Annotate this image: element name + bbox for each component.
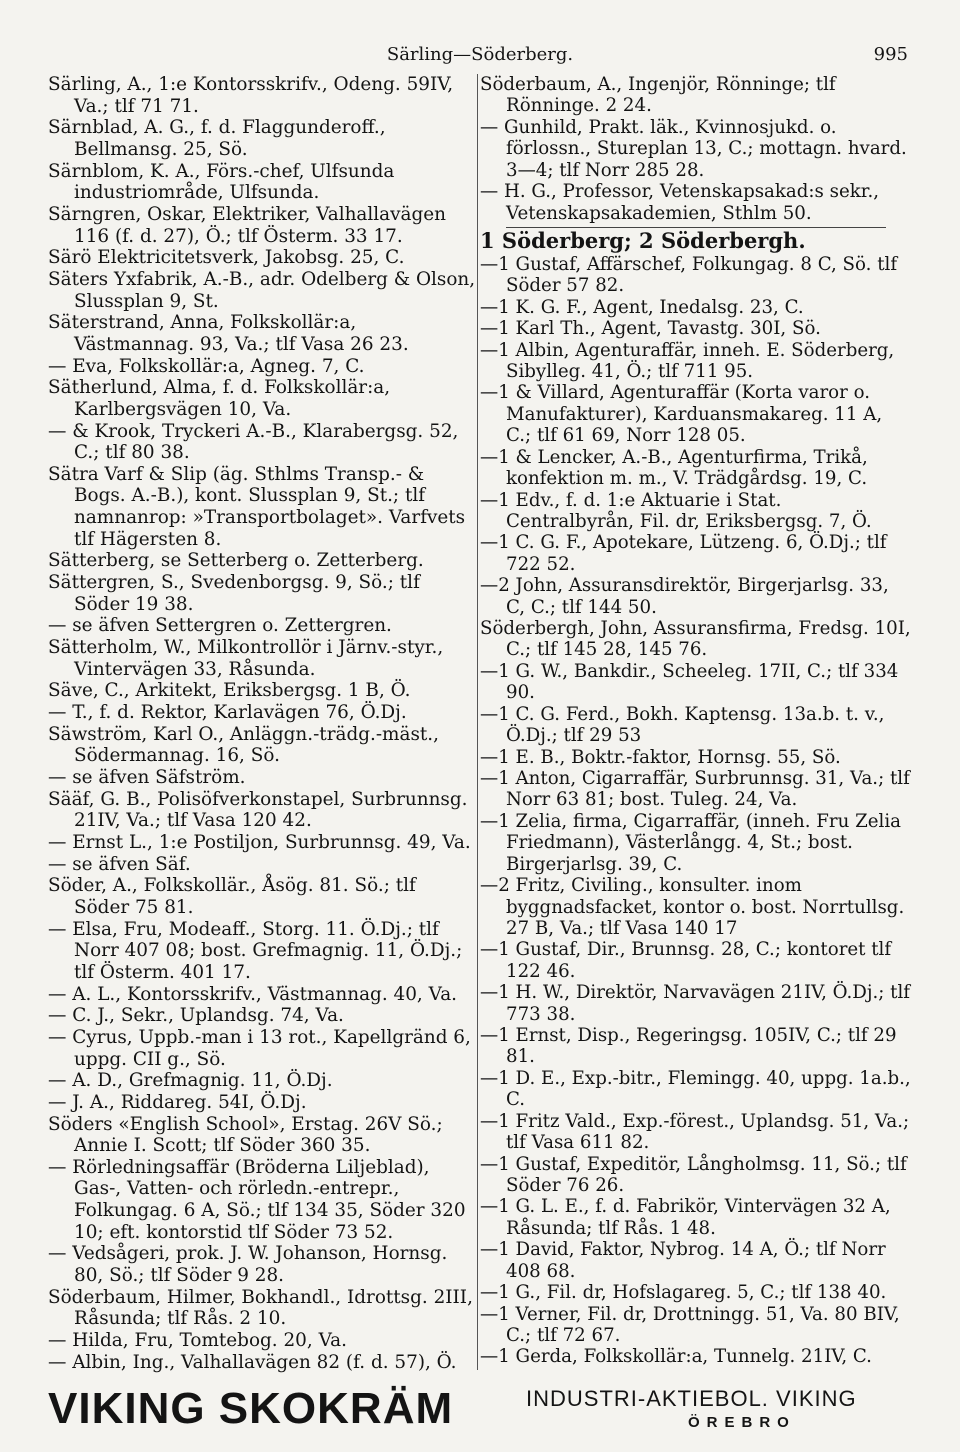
right-entries-more: [480, 661, 912, 1368]
right-column: [480, 74, 912, 1368]
advert-company: INDUSTRI-AKTIEBOL. VIKING: [526, 1386, 857, 1411]
directory-entry: Sätra Varf & Slip (äg. Sthlms Transp.- & Bogs. A.-B.), kont. Slussplan 9, St.; tlf namnanrop: »Transportbolaget». Varfvets tlf Hägersten 8.: [48, 463, 466, 550]
directory-entry: — Cyrus, Uppb.-man i 13 rot., Kapellgränd 6, uppg. CII g., Sö.: [48, 1026, 471, 1070]
directory-entry: Söderbaum, A., Ingenjör, Rönninge; tlf Rönninge. 2 24.: [480, 74, 836, 117]
directory-entry: —1 G. L. E., f. d. Fabrikör, Vintervägen 32 A, Råsunda; tlf Rås. 1 48.: [480, 1196, 891, 1239]
directory-entry: Sättergren, S., Svedenborgsg. 9, Sö.; tlf Söder 19 38.: [48, 572, 420, 615]
directory-entry: —1 Edv., f. d. 1:e Aktuarie i Stat. Centralbyrån, Fil. dr, Eriksbergsg. 7, Ö.: [480, 489, 872, 532]
directory-entry: Särling, A., 1:e Kontorsskrifv., Odeng. 59IV, Va.; tlf 71 71.: [48, 74, 454, 117]
directory-entry: — T., f. d. Rektor, Karlavägen 76, Ö.Dj.: [48, 702, 407, 724]
directory-entry: Sääf, G. B., Polisöfverkonstapel, Surbrunnsg. 21IV, Va.; tlf Vasa 120 42.: [48, 788, 468, 832]
directory-entry: Sätterholm, W., Milkontrollör i Järnv.-styr., Vintervägen 33, Råsunda.: [48, 637, 444, 680]
directory-entry: — H. G., Professor, Vetenskapsakad:s sekr., Vetenskapsakademien, Sthlm 50.: [480, 181, 880, 224]
directory-entry: Sätherlund, Alma, f. d. Folkskollär:a, Karlbergsvägen 10, Va.: [48, 377, 391, 420]
right-entries-top: [480, 74, 912, 224]
directory-entry: Säterstrand, Anna, Folkskollär:a, Västmannag. 93, Va.; tlf Vasa 26 23.: [48, 312, 409, 355]
directory-entry: — Gunhild, Prakt. läk., Kvinnosjukd. o. förlossn., Stureplan 13, C.; mottagn. hvard. 3—4; tlf Norr 285 28.: [480, 116, 907, 181]
directory-entry: —1 K. G. F., Agent, Inedalsg. 23, C.: [480, 296, 804, 318]
directory-entry: Säwström, Karl O., Anläggn.-trädg.-mäst., Södermannag. 16, Sö.: [48, 723, 439, 767]
directory-entry: — Elsa, Fru, Modeaff., Storg. 11. Ö.Dj.; tlf Norr 407 08; bost. Grefmagnig. 11, Ö.Dj.; tlf Österm. 401 17.: [48, 918, 463, 983]
advertisement: [48, 1384, 912, 1433]
directory-entry: —1 Fritz Vald., Exp.-förest., Uplandsg. 51, Va.; tlf Vasa 611 82.: [480, 1110, 910, 1154]
directory-entry: —1 Zelia, firma, Cigarraffär, (inneh. Fru Zelia Friedmann), Västerlångg. 4, St.; bost. Birgerjarlsg. 39, C.: [480, 810, 901, 875]
left-column: [48, 74, 476, 1373]
directory-entry: Särö Elektricitetsverk, Jakobsg. 25, C.: [48, 247, 405, 269]
directory-entry: Söderbaum, Hilmer, Bokhandl., Idrottsg. 2III, Råsunda; tlf Rås. 2 10.: [48, 1286, 473, 1330]
directory-entry: —1 C. G. F., Apotekare, Lützeng. 6, Ö.Dj.; tlf 722 52.: [480, 532, 887, 575]
directory-entry: — se äfven Säfström.: [48, 767, 246, 788]
directory-entry: Söders «English School», Erstag. 26V Sö.; Annie I. Scott; tlf Söder 360 35.: [48, 1113, 443, 1157]
directory-entry: —1 & Lencker, A.-B., Agenturfirma, Trikå, konfektion m. m., V. Trädgårdsg. 19, C.: [480, 446, 868, 490]
directory-entry: Söder, A., Folkskollär., Åsög. 81. Sö.; tlf Söder 75 81.: [48, 875, 416, 918]
directory-entry: —1 E. B., Boktr.-faktor, Hornsg. 55, Sö.: [480, 746, 841, 768]
directory-entry: —1 Gustaf, Affärschef, Folkungag. 8 C, Sö. tlf Söder 57 82.: [480, 253, 898, 297]
page-number: 995: [873, 44, 908, 65]
directory-entry: —1 G. W., Bankdir., Scheeleg. 17II, C.; tlf 334 90.: [480, 660, 899, 704]
directory-entry: — Ernst L., 1:e Postiljon, Surbrunnsg. 49, Va.: [48, 831, 471, 853]
directory-entry: —1 Anton, Cigarraffär, Surbrunnsg. 31, Va.; tlf Norr 63 81; bost. Tuleg. 24, Va.: [480, 767, 910, 811]
directory-entry: —1 Verner, Fil. dr, Drottningg. 51, Va. 80 BIV, C.; tlf 72 67.: [480, 1303, 900, 1346]
directory-entry: — Vedsågeri, prok. J. W. Johanson, Hornsg. 80, Sö.; tlf Söder 9 28.: [48, 1243, 448, 1287]
directory-entry: — Albin, Ing., Valhallavägen 82 (f. d. 57), Ö.: [48, 1351, 457, 1373]
right-entries-soderbergh: [480, 618, 912, 661]
directory-entry: —1 C. G. Ferd., Bokh. Kaptensg. 13a.b. t. v., Ö.Dj.; tlf 29 53: [480, 703, 885, 747]
column-divider: [477, 74, 478, 1370]
directory-entry: — se äfven Säf.: [48, 853, 191, 875]
directory-entry: —1 D. E., Exp.-bitr., Flemingg. 40, uppg. 1a.b., C.: [480, 1067, 911, 1111]
directory-entry: —1 Ernst, Disp., Regeringsg. 105IV, C.; tlf 29 81.: [480, 1025, 897, 1068]
directory-entry: —1 G., Fil. dr, Hofslagareg. 5, C.; tlf 138 40.: [480, 1282, 887, 1304]
directory-entry: —1 & Villard, Agenturaffär (Korta varor o. Manufakturer), Karduansmakareg. 11 A, C.; tlf 61 69, Norr 128 05.: [480, 382, 883, 447]
directory-entry: — Hilda, Fru, Tomtebog. 20, Va.: [48, 1330, 347, 1352]
directory-entry: — se äfven Settergren o. Zettergren.: [48, 615, 392, 637]
directory-entry: Söderbergh, John, Assuransfirma, Fredsg. 10I, C.; tlf 145 28, 145 76.: [480, 618, 911, 661]
directory-entry: — Rörledningsaffär (Bröderna Liljeblad), Gas-, Vatten- och rörledn.-entrepr., Folkungag. 6 A, Sö.; tlf 134 35, Söder 320 10; eft. kontorstid tlf Söder 73 52.: [48, 1156, 466, 1243]
directory-entry: —1 Karl Th., Agent, Tavastg. 30I, Sö.: [480, 318, 821, 340]
directory-entry: —1 David, Faktor, Nybrog. 14 A, Ö.; tlf Norr 408 68.: [480, 1239, 886, 1282]
directory-entry: —1 Albin, Agenturaffär, inneh. E. Söderberg, Sibylleg. 41, Ö.; tlf 711 95.: [480, 339, 895, 382]
advert-city: ÖREBRO: [688, 1414, 796, 1431]
running-title: Särling—Söderberg.: [386, 44, 574, 65]
directory-entry: — Eva, Folkskollär:a, Agneg. 7, C.: [48, 355, 365, 377]
directory-entry: — C. J., Sekr., Uplandsg. 74, Va.: [48, 1005, 344, 1027]
section-heading: 1 Söderberg; 2 Söderbergh.: [480, 227, 806, 253]
directory-entry: —1 Gustaf, Expeditör, Långholmsg. 11, Sö.; tlf Söder 76 26.: [480, 1153, 907, 1196]
directory-entry: —1 Gerda, Folkskollär:a, Tunnelg. 21IV, C.: [480, 1346, 872, 1368]
directory-entry: Säve, C., Arkitekt, Eriksbergsg. 1 B, Ö.: [48, 680, 411, 702]
directory-entry: — A. D., Grefmagnig. 11, Ö.Dj.: [48, 1070, 333, 1092]
directory-entry: Särnblom, K. A., Förs.-chef, Ulfsunda industriområde, Ulfsunda.: [48, 160, 395, 204]
directory-entry: — & Krook, Tryckeri A.-B., Klarabergsg. 52, C.; tlf 80 38.: [48, 420, 459, 464]
directory-entry: Särngren, Oskar, Elektriker, Valhallavägen 116 (f. d. 27), Ö.; tlf Österm. 33 17.: [48, 203, 446, 247]
directory-entry: Sätterberg, se Setterberg o. Zetterberg.: [48, 550, 424, 572]
directory-entry: —1 H. W., Direktör, Narvavägen 21IV, Ö.Dj.; tlf 773 38.: [480, 982, 911, 1025]
page-header: [0, 44, 960, 74]
directory-entry: — A. L., Kontorsskrifv., Västmannag. 40, Va.: [48, 983, 458, 1005]
directory-entry: Särnblad, A. G., f. d. Flaggunderoff., Bellmansg. 25, Sö.: [48, 117, 386, 160]
advert-brand: VIKING SKOKRÄM: [48, 1384, 454, 1433]
directory-entry: —2 Fritz, Civiling., konsulter. inom byggnadsfacket, kontor o. bost. Norrtullsg. 27 B, Va.; tlf Vasa 140 17: [480, 875, 905, 939]
directory-entry: Säters Yxfabrik, A.-B., adr. Odelberg & Olson, Slussplan 9, St.: [48, 268, 476, 312]
right-entries-soderberg: [480, 254, 912, 618]
directory-entry: —1 Gustaf, Dir., Brunnsg. 28, C.; kontoret tlf 122 46.: [480, 939, 892, 982]
directory-entry: — J. A., Riddareg. 54I, Ö.Dj.: [48, 1091, 307, 1113]
directory-entry: —2 John, Assuransdirektör, Birgerjarlsg. 33, C, C.; tlf 144 50.: [480, 575, 889, 618]
